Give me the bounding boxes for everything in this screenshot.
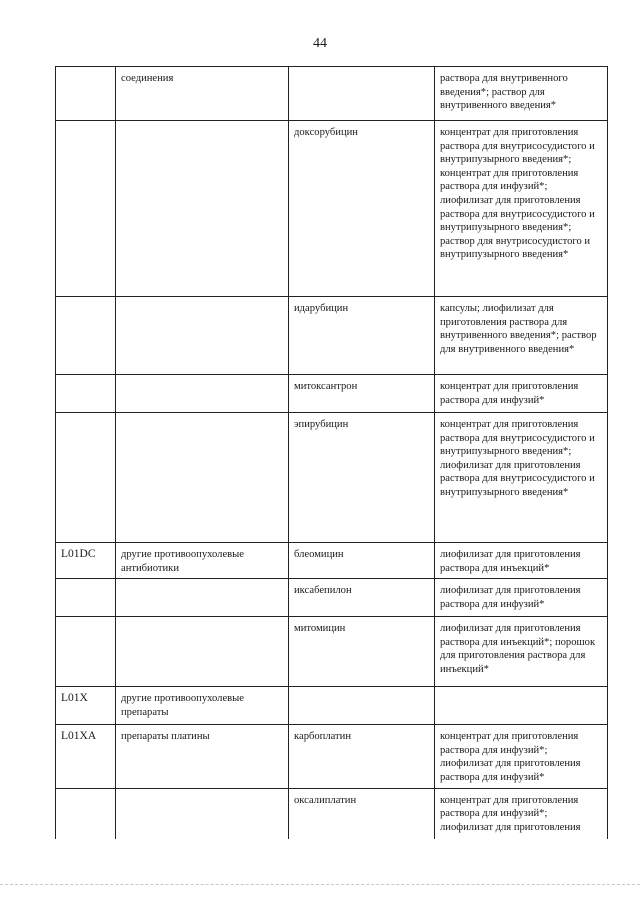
table-row (56, 687, 608, 725)
table-cell-group: другие противоопухолевые антибиотики (116, 543, 289, 579)
page-number: 44 (313, 36, 327, 51)
table-row (56, 67, 608, 121)
table-cell-name: блеомицин (289, 543, 435, 579)
table-cell-name: идарубицин (289, 297, 435, 375)
table-cell-name: доксорубицин (289, 121, 435, 297)
table-cell-name: эпирубицин (289, 413, 435, 543)
table-cell-form: лиофилизат для приготовления раствора для инъекций*; порошок для приготовления раствора для инъекций* (435, 617, 608, 687)
table-row (56, 375, 608, 413)
table-cell-group (116, 121, 289, 297)
table-row (56, 579, 608, 617)
table-cell-name (289, 687, 435, 725)
table-cell-code: L01DC (56, 543, 116, 579)
table-cell-code: L01XA (56, 725, 116, 788)
table-cell-form: концентрат для приготовления раствора для инфузий* (435, 375, 608, 413)
table-cell-code (56, 617, 116, 687)
table-cell-group: препараты платины (116, 725, 289, 788)
table-cell-code (56, 375, 116, 413)
table-cell-name: карбоплатин (289, 725, 435, 788)
table-cell-name: митомицин (289, 617, 435, 687)
table-cell-group: соединения (116, 67, 289, 121)
table-row (56, 788, 608, 839)
table-row (56, 543, 608, 579)
table-cell-code (56, 121, 116, 297)
table-cell-form: концентрат для приготовления раствора для инфузий*; лиофилизат для приготовления раствора для инфузий* (435, 725, 608, 788)
drug-table (55, 66, 608, 839)
table-cell-form: раствора для внутривенного введения*; раствор для внутривенного введения* (435, 67, 608, 121)
table-cell-group (116, 579, 289, 617)
table-cell-group (116, 617, 289, 687)
table-cell-group (116, 375, 289, 413)
table-cell-form: лиофилизат для приготовления раствора для инфузий* (435, 579, 608, 617)
table-cell-form: концентрат для приготовления раствора для внутрисосудистого и внутрипузырного введения*; лиофилизат для приготовления раствора для внутрисосудистого и внутрипузырного введения* (435, 413, 608, 543)
table-cell-form: концентрат для приготовления раствора для инфузий*; лиофилизат для приготовления (435, 788, 608, 839)
table-row (56, 617, 608, 687)
table-cell-form: концентрат для приготовления раствора для внутрисосудистого и внутрипузырного введения*; концентрат для приготовления раствора для инфузий*; лиофилизат для приготовления раствора для внутрисосудистого и внутрипузырного введения*; раствор для внутрисосудистого и внутрипузырного введения* (435, 121, 608, 297)
table-cell-code (56, 579, 116, 617)
table-cell-name: иксабепилон (289, 579, 435, 617)
table-cell-form: капсулы; лиофилизат для приготовления раствора для внутривенного введения*; раствор для внутривенного введения* (435, 297, 608, 375)
table-cell-name: оксалиплатин (289, 788, 435, 839)
table-row (56, 297, 608, 375)
table-cell-form (435, 687, 608, 725)
table-cell-group (116, 413, 289, 543)
table-cell-name (289, 67, 435, 121)
table-cell-code: L01X (56, 687, 116, 725)
table-cell-code (56, 788, 116, 839)
table-body (56, 67, 608, 840)
table-cell-group (116, 297, 289, 375)
table-row (56, 121, 608, 297)
scan-edge-line (0, 884, 640, 885)
table-row (56, 413, 608, 543)
table-cell-group (116, 788, 289, 839)
table-cell-code (56, 297, 116, 375)
table-row (56, 725, 608, 788)
table-cell-code (56, 413, 116, 543)
table-cell-group: другие противоопухолевые препараты (116, 687, 289, 725)
table-cell-code (56, 67, 116, 121)
table-cell-form: лиофилизат для приготовления раствора для инъекций* (435, 543, 608, 579)
table-cell-name: митоксантрон (289, 375, 435, 413)
